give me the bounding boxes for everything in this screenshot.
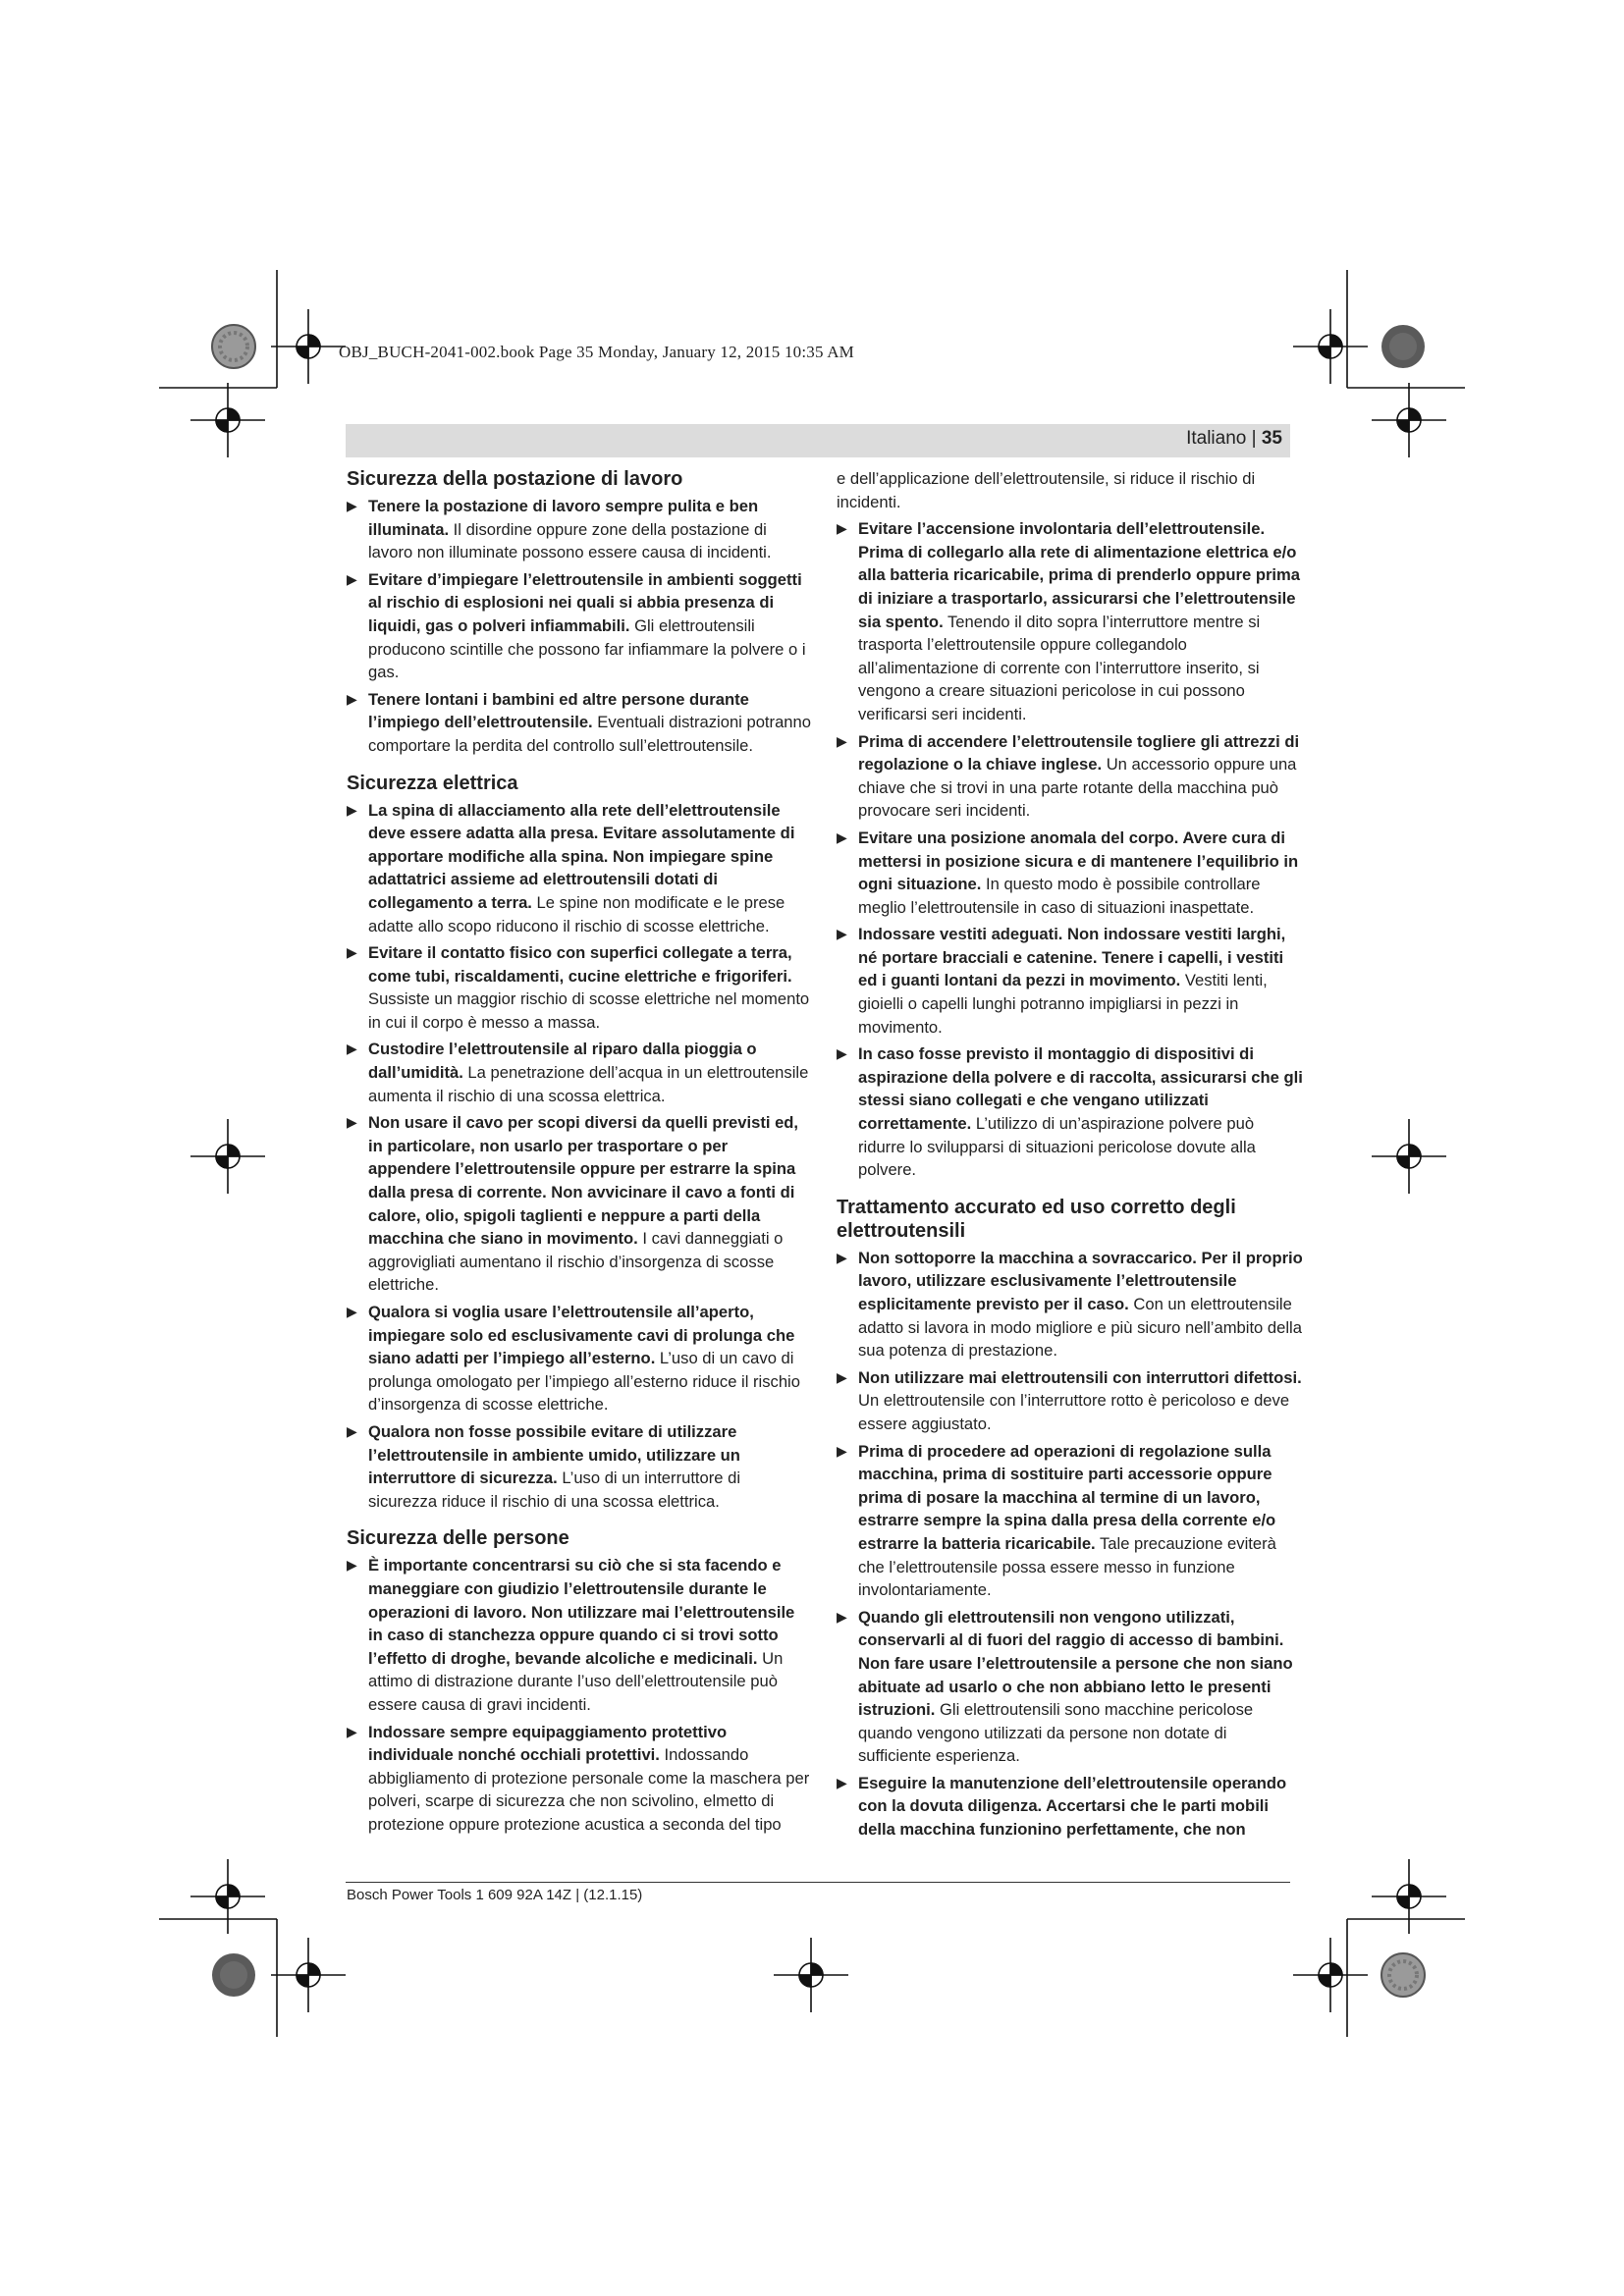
item-bold: Non utilizzare mai elettroutensili con interruttori difettosi. xyxy=(858,1367,1302,1387)
item-text: Le spine non modificate e le prese adatte allo scopo riducono il rischio di scosse elettriche. xyxy=(368,892,785,935)
bullet-triangle-icon: ▶ xyxy=(837,1368,847,1385)
item-bold: Custodire l’elettroutensile al riparo dalla pioggia o dall’umidità. xyxy=(368,1040,757,1083)
list-item xyxy=(837,1440,1304,1602)
item-bold: Non sottoporre la macchina a sovraccarico. Per il proprio lavoro, utilizzare esclusivamente l’elettroutensile esplicitamente previsto per il caso. xyxy=(858,1248,1303,1313)
item-text: L’uso di un interruttore di sicurezza riduce il rischio di una scossa elettrica. xyxy=(368,1468,741,1511)
item-text: La penetrazione dell’acqua in un elettroutensile aumenta il rischio di una scossa elettrica. xyxy=(368,1063,809,1105)
item-bold: È importante concentrarsi su ciò che si sta facendo e maneggiare con giudizio l’elettroutensile durante le operazioni di lavoro. Non utilizzare mai l’elettroutensile in caso di stanchezza oppure quando ci si trovi sotto l’effetto di droghe, bevande alcoliche e medicinali. xyxy=(368,1556,795,1668)
bullet-triangle-icon: ▶ xyxy=(837,1608,847,1625)
list-item xyxy=(347,1111,811,1297)
item-text: Un accessorio oppure una chiave che si trovi in una parte rotante della macchina può provocare seri incidenti. xyxy=(858,755,1297,821)
bullet-triangle-icon: ▶ xyxy=(347,498,357,513)
item-bold: In caso fosse previsto il montaggio di dispositivi di aspirazione della polvere e di raccolta, assicurarsi che gli stessi siano collegati e che vengano utilizzati correttamente. xyxy=(858,1044,1303,1134)
item-bold: Quando gli elettroutensili non vengono utilizzati, conservarli al di fuori del raggio di accesso di bambini. Non fare usare l’elettroutensile a persone che non siano abituate ad usarlo o che non abbiano letto le presenti istruzioni. xyxy=(858,1607,1293,1720)
bullet-triangle-icon: ▶ xyxy=(347,1557,357,1574)
header-separator: | xyxy=(1246,428,1262,449)
item-bold: Evitare d’impiegare l’elettroutensile in ambienti soggetti al rischio di esplosioni nei quali si abbia presenza di liquidi, gas o polveri infiammabili. xyxy=(368,569,802,635)
item-bold: Prima di procedere ad operazioni di regolazione sulla macchina, prima di sostituire parti accessorie oppure prima di posare la macchina al termine di un lavoro, estrarre sempre la spina dalla presa della corrente e/o estrarre la batteria ricaricabile. xyxy=(858,1441,1276,1553)
item-bold: La spina di allacciamento alla rete dell’elettroutensile deve essere adatta alla presa. Evitare assolutamente di apportare modifiche alla spina. Non impiegare spine adattatrici assieme ad elettroutensili dotati di collegamento a terra. xyxy=(368,800,795,912)
item-text: Indossando abbigliamento di protezione personale come la maschera per polveri, scarpe di sicurezza che non scivolino, elmetto di protezione oppure protezione acustica a seconda del tipo xyxy=(368,1745,810,1834)
bullet-triangle-icon: ▶ xyxy=(837,1442,847,1459)
item-text: Tale precauzione eviterà che l’elettroutensile possa essere messo in funzione involontariamente. xyxy=(858,1533,1276,1600)
continued-text: e dell’applicazione dell’elettroutensile, si riduce il rischio di incidenti. xyxy=(837,469,1256,511)
item-bold: Indossare vestiti adeguati. Non indossare vestiti larghi, né portare bracciali e catenine. Tenere i capelli, i vestiti ed i guanti lontani da pezzi in movimento. xyxy=(858,925,1286,990)
bullet-triangle-icon: ▶ xyxy=(347,1041,357,1057)
page-header-bar xyxy=(346,424,1290,457)
item-text: Eventuali distrazioni potranno comportare la perdita del controllo sull’elettroutensile. xyxy=(368,713,811,755)
bullet-triangle-icon: ▶ xyxy=(347,1422,357,1439)
bullet-triangle-icon: ▶ xyxy=(347,690,357,707)
item-text: Con un elettroutensile adatto si lavora in modo migliore e più sicuro nell’ambito della sua potenza di prestazione. xyxy=(858,1295,1302,1361)
bullet-triangle-icon: ▶ xyxy=(347,1114,357,1131)
list-item xyxy=(837,730,1304,823)
page-number: 35 xyxy=(1261,428,1282,449)
bullet-triangle-icon: ▶ xyxy=(347,1304,357,1319)
item-text: Un elettroutensile con l’interruttore rotto è pericoloso e deve essere aggiustato. xyxy=(858,1391,1290,1433)
page-footer: Bosch Power Tools 1 609 92A 14Z | (12.1.15) xyxy=(347,1887,643,1903)
list-item xyxy=(837,1366,1304,1436)
bullet-triangle-icon: ▶ xyxy=(837,732,847,749)
bullet-triangle-icon: ▶ xyxy=(837,926,847,942)
item-bold: Qualora non fosse possibile evitare di utilizzare l’elettroutensile in ambiente umido, utilizzare un interruttore di sicurezza. xyxy=(368,1421,740,1488)
item-bold: Indossare sempre equipaggiamento protettivo individuale nonché occhiali protettivi. xyxy=(368,1722,728,1765)
bullet-triangle-icon: ▶ xyxy=(347,801,357,818)
item-text: L’uso di un cavo di prolunga omologato per l’impiego all’esterno riduce il rischio d’insorgenza di scosse elettriche. xyxy=(368,1349,800,1415)
item-text: Gli elettroutensili producono scintille che possono far infiammare la polvere o i gas. xyxy=(368,615,806,682)
list-item xyxy=(837,1247,1304,1362)
list-item xyxy=(347,799,811,938)
item-text: L’utilizzo di un’aspirazione polvere può ridurre lo svilupparsi di situazioni pericolose dovute alla polvere. xyxy=(858,1114,1256,1180)
list-item xyxy=(837,1042,1304,1182)
list-item xyxy=(837,827,1304,919)
footer-rule xyxy=(346,1882,1290,1883)
list-item xyxy=(347,1721,811,1837)
item-text: Gli elettroutensili sono macchine pericolose quando vengono utilizzati da persone non dotate di sufficiente esperienza. xyxy=(858,1700,1254,1766)
list-item xyxy=(347,1301,811,1416)
bullet-triangle-icon: ▶ xyxy=(347,570,357,587)
item-text: I cavi danneggiati o aggrovigliati aumentano il rischio d’insorgenza di scosse elettriche. xyxy=(368,1229,784,1295)
item-bold: Eseguire la manutenzione dell’elettroutensile operando con la dovuta diligenza. Accertarsi che le parti mobili della macchina funzionino perfettamente, che non xyxy=(858,1773,1287,1840)
list-item xyxy=(347,1038,811,1107)
item-text: Vestiti lenti, gioielli o capelli lunghi potranno impigliarsi in pezzi in movimento. xyxy=(858,971,1268,1037)
item-bold: Prima di accendere l’elettroutensile togliere gli attrezzi di regolazione o la chiave inglese. xyxy=(858,731,1300,774)
list-item xyxy=(837,923,1304,1039)
section-title: Sicurezza elettrica xyxy=(347,772,518,794)
list-item xyxy=(347,1554,811,1716)
list-item xyxy=(347,568,811,684)
item-bold: Qualora si voglia usare l’elettroutensile all’aperto, impiegare solo ed esclusivamente cavi di prolunga che siano adatti per l’impiego all’esterno. xyxy=(368,1303,795,1368)
language-label: Italiano xyxy=(1186,428,1247,449)
bullet-triangle-icon: ▶ xyxy=(837,520,847,537)
section-title: Trattamento accurato ed uso corretto degli elettroutensili xyxy=(837,1196,1236,1242)
left-column xyxy=(347,467,811,1840)
right-column xyxy=(837,467,1304,1845)
page-header xyxy=(1186,428,1282,450)
list-item xyxy=(347,1420,811,1513)
section-title: Sicurezza delle persone xyxy=(347,1527,569,1550)
list-item xyxy=(837,1606,1304,1768)
item-bold: Tenere lontani i bambini ed altre persone durante l’impiego dell’elettroutensile. xyxy=(368,689,749,732)
item-bold: Non usare il cavo per scopi diversi da quelli previsti ed, in particolare, non usarlo per trasportare o per appendere l’elettroutensile oppure per estrarre la spina dalla presa di corrente. Non avvicinare il cavo a fonti di calore, olio, spigoli taglienti e neppure a parti della macchina che siano in movimento. xyxy=(368,1113,799,1249)
item-bold: Evitare una posizione anomala del corpo. Avere cura di mettersi in posizione sicura e di mantenere l’equilibrio in ogni situazione. xyxy=(858,828,1299,894)
item-bold: Evitare il contatto fisico con superfici collegate a terra, come tubi, riscaldamenti, cucine elettriche e frigoriferi. xyxy=(368,943,792,986)
list-item xyxy=(347,495,811,564)
bullet-triangle-icon: ▶ xyxy=(837,1249,847,1265)
list-item xyxy=(347,688,811,758)
item-bold: Tenere la postazione di lavoro sempre pulita e ben illuminata. xyxy=(368,497,759,539)
item-text: Il disordine oppure zone della postazione di lavoro non illuminate possono essere causa di incidenti. xyxy=(368,519,772,562)
bullet-triangle-icon: ▶ xyxy=(837,828,847,845)
section-title: Sicurezza della postazione di lavoro xyxy=(347,468,683,490)
bullet-triangle-icon: ▶ xyxy=(837,1045,847,1062)
item-text: Un attimo di distrazione durante l’uso dell’elettroutensile può essere causa di gravi incidenti. xyxy=(368,1648,784,1714)
list-item xyxy=(347,941,811,1034)
item-text: In questo modo è possibile controllare meglio l’elettroutensile in caso di situazioni inaspettate. xyxy=(858,875,1261,917)
list-item xyxy=(837,517,1304,725)
item-text: Sussiste un maggior rischio di scosse elettriche nel momento in cui il corpo è messo a massa. xyxy=(368,989,810,1032)
bullet-triangle-icon: ▶ xyxy=(837,1774,847,1790)
list-item xyxy=(837,1772,1304,1842)
item-text: Tenendo il dito sopra l’interruttore mentre si trasporta l’elettroutensile oppure collegandolo all’alimentazione di corrente con l’interruttore inserito, si vengono a creare situazioni pericolose in cui possono verificarsi seri incidenti. xyxy=(858,612,1261,723)
item-bold: Evitare l’accensione involontaria dell’elettroutensile. Prima di collegarlo alla rete di alimentazione elettrica e/o alla batteria ricaricabile, prima di prenderlo oppure prima di iniziare a trasportarlo, assicurarsi che l’elettroutensile sia spento. xyxy=(858,519,1301,631)
print-slug: OBJ_BUCH-2041-002.book Page 35 Monday, January 12, 2015 10:35 AM xyxy=(339,343,854,361)
bullet-triangle-icon: ▶ xyxy=(347,1723,357,1739)
bullet-triangle-icon: ▶ xyxy=(347,944,357,961)
